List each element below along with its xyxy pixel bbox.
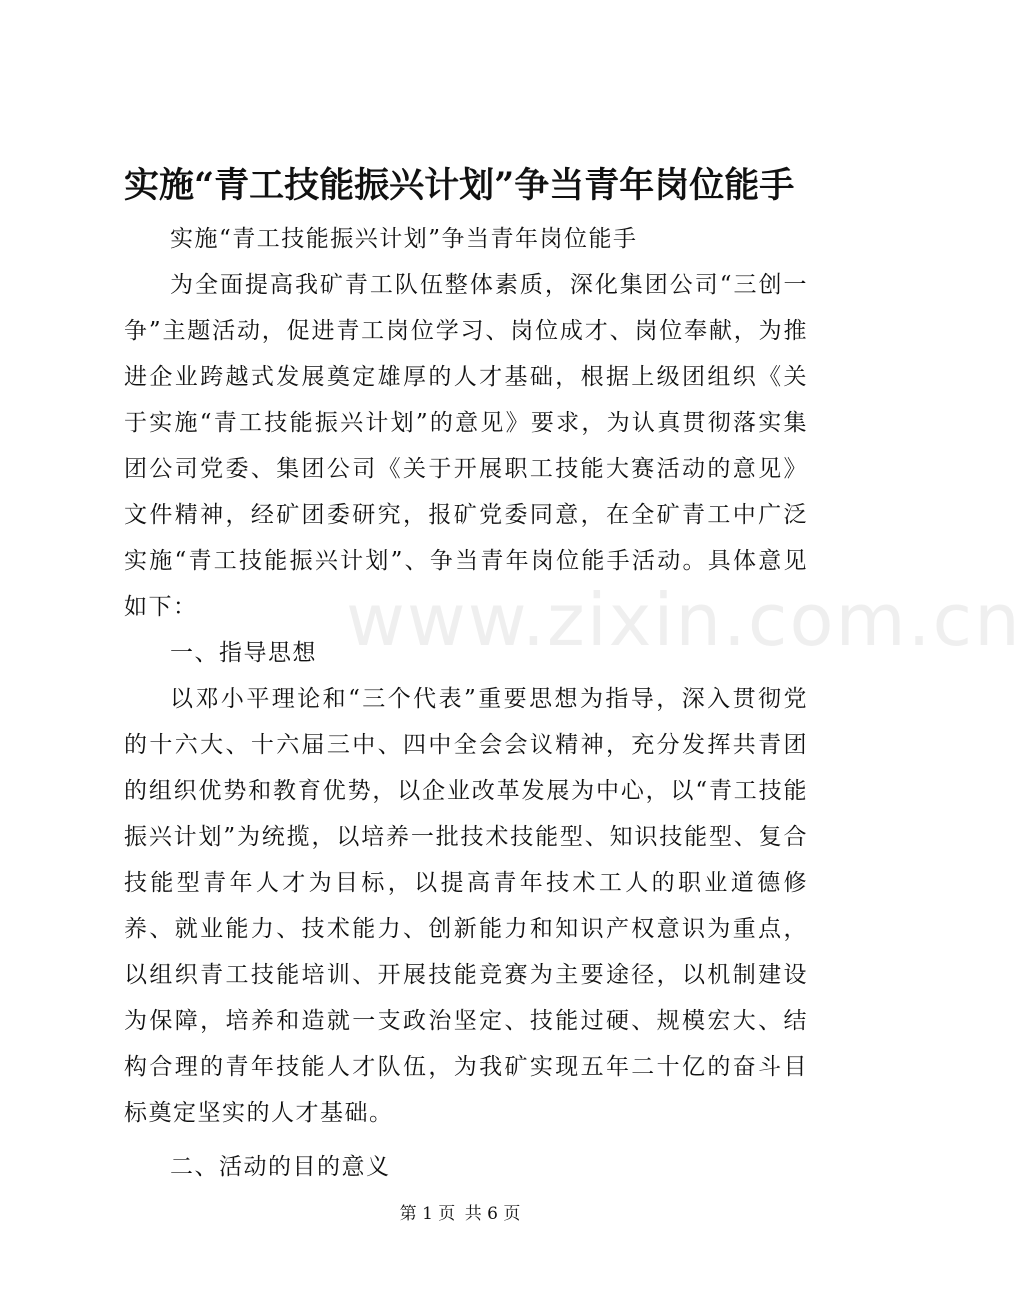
guiding-ideology-paragraph: 以邓小平理论和“三个代表”重要思想为指导，深入贯彻党的十六大、十六届三中、四中全会会议精神，充分发挥共青团的组织优势和教育优势，以企业改革发展为中心，以“青工技能振兴计划”为统揽，以培养一批技术技能型、知识技能型、复合技能型青年人才为目标，以提高青年技术工人的职业道德修养、就业能力、技术能力、创新能力和知识产权意识为重点，以组织青工技能培训、开展技能竞赛为主要途径，以机制建设为保障，培养和造就一支政治坚定、技能过硬、规模宏大、结构合理的青年技能人才队伍，为我矿实现五年二十亿的奋斗目标奠定坚实的人才基础。	[124, 686, 808, 1126]
intro-paragraph: 为全面提高我矿青工队伍整体素质，深化集团公司“三创一争”主题活动，促进青工岗位学习、岗位成才、岗位奉献，为推进企业跨越式发展奠定雄厚的人才基础，根据上级团组织《关于实施“青工技能振兴计划”的意见》要求，为认真贯彻落实集团公司党委、集团公司《关于开展职工技能大赛活动的意见》文件精神，经矿团委研究，报矿党委同意，在全矿青工中广泛实施“青工技能振兴计划”、争当青年岗位能手活动。具体意见如下：	[124, 272, 808, 620]
section-heading-guiding-ideology: 一、指导思想	[170, 640, 317, 666]
page-footer	[0, 1199, 920, 1224]
document-body	[124, 216, 808, 1190]
document-title: 实施“青工技能振兴计划”争当青年岗位能手	[124, 165, 795, 206]
section-heading-purpose: 二、活动的目的意义	[170, 1154, 391, 1180]
page-number: 第 1 页	[399, 1204, 456, 1224]
watermark: www.zixin.com.cn	[346, 578, 1022, 662]
subtitle-paragraph: 实施“青工技能振兴计划”争当青年岗位能手	[170, 226, 638, 252]
page-total: 共 6 页	[464, 1204, 521, 1224]
